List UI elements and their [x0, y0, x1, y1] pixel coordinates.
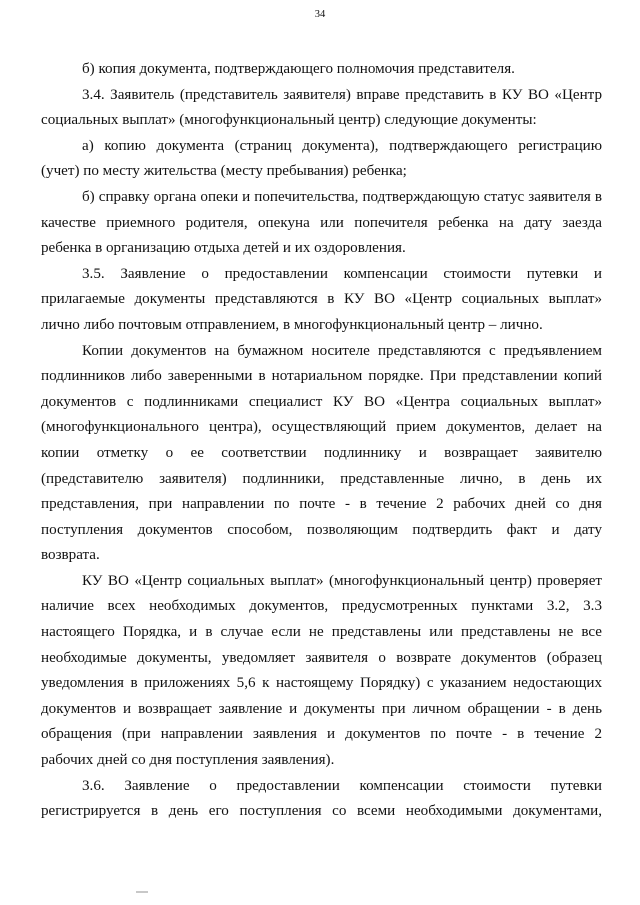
text-line: социальных выплат» (многофункциональный центр) следующие документы: [41, 112, 537, 129]
paragraph-copies-of-documents [41, 339, 602, 569]
page-number: 34 [314, 9, 326, 20]
text-line: копии отметку о ее соответствии подлиннику и возвращает заявителю [41, 444, 602, 461]
paragraph-3-5 [41, 262, 602, 339]
text-line: регистрируется в день его поступления со всеми необходимыми документами, [41, 803, 602, 820]
text-line: КУ ВО «Центр социальных выплат» (многофункциональный центр) проверяет [82, 572, 602, 589]
text-line: 3.6. Заявление о предоставлении компенсации стоимости путевки [82, 777, 602, 794]
text-line: документов и возвращает заявление и документы при личном обращении - в день [41, 700, 602, 717]
text-line: представления, при направлении по почте - в течение 2 рабочих дней со дня [41, 496, 602, 513]
text-line: прилагаемые документы представляются в КУ ВО «Центр социальных выплат» [41, 291, 602, 308]
text-line: лично либо почтовым отправлением, в многофункциональный центр – лично. [41, 316, 543, 333]
text-line: (представителю заявителя) подлинники, представленные лично, в день их [41, 470, 602, 487]
text-line: уведомления в приложениях 5,6 к настоящему Порядку) с указанием недостающих [41, 675, 602, 692]
text-line: качестве приемного родителя, опекуна или попечителя ребенка на дату заезда [41, 214, 602, 231]
text-line: ребенка в организацию отдыха детей и их оздоровления. [41, 240, 406, 257]
text-line: б) копия документа, подтверждающего полномочия представителя. [82, 61, 515, 77]
text-line: наличие всех необходимых документов, предусмотренных пунктами 3.2, 3.3 [41, 598, 602, 615]
text-line: необходимые документы, уведомляет заявителя о возврате документов (образец [41, 649, 602, 666]
paragraph-3-4 [41, 83, 602, 134]
text-line: возврата. [41, 547, 100, 564]
text-line: обращения (при направлении заявления и документов по почте - в течение 2 [41, 726, 602, 743]
paragraph-3-4-b [41, 185, 602, 262]
text-line: б) справку органа опеки и попечительства, подтверждающую статус заявителя в [82, 188, 602, 205]
paragraph-3-4-a [41, 134, 602, 185]
text-line: подлинников либо заверенными в нотариальном порядке. При представлении копий [41, 368, 602, 385]
footer-scan-mark [136, 891, 148, 893]
text-line: документов с подлинниками специалист КУ ВО «Центра социальных выплат» [41, 393, 602, 410]
text-line: (учет) по месту жительства (месту пребывания) ребенка; [41, 163, 407, 180]
text-line: Копии документов на бумажном носителе представляются с предъявлением [82, 342, 602, 359]
paragraph-3-6 [41, 774, 602, 825]
text-line: рабочих дней со дня поступления заявления). [41, 752, 335, 769]
paragraph-document-check [41, 569, 602, 774]
text-line: (многофункционального центра), осуществляющий прием документов, делает на [41, 419, 602, 436]
text-line: настоящего Порядка, и в случае если не представлены или представлены не все [41, 624, 602, 641]
text-line: а) копию документа (страниц документа), подтверждающего регистрацию [82, 137, 602, 154]
text-line: 3.4. Заявитель (представитель заявителя) вправе представить в КУ ВО «Центр [82, 86, 602, 103]
text-line: поступления документов способом, позволяющим подтвердить факт и дату [41, 521, 602, 538]
text-line: 3.5. Заявление о предоставлении компенсации стоимости путевки и [82, 265, 602, 282]
document-body [41, 57, 602, 825]
paragraph-copy-of-authority-document [82, 57, 602, 83]
